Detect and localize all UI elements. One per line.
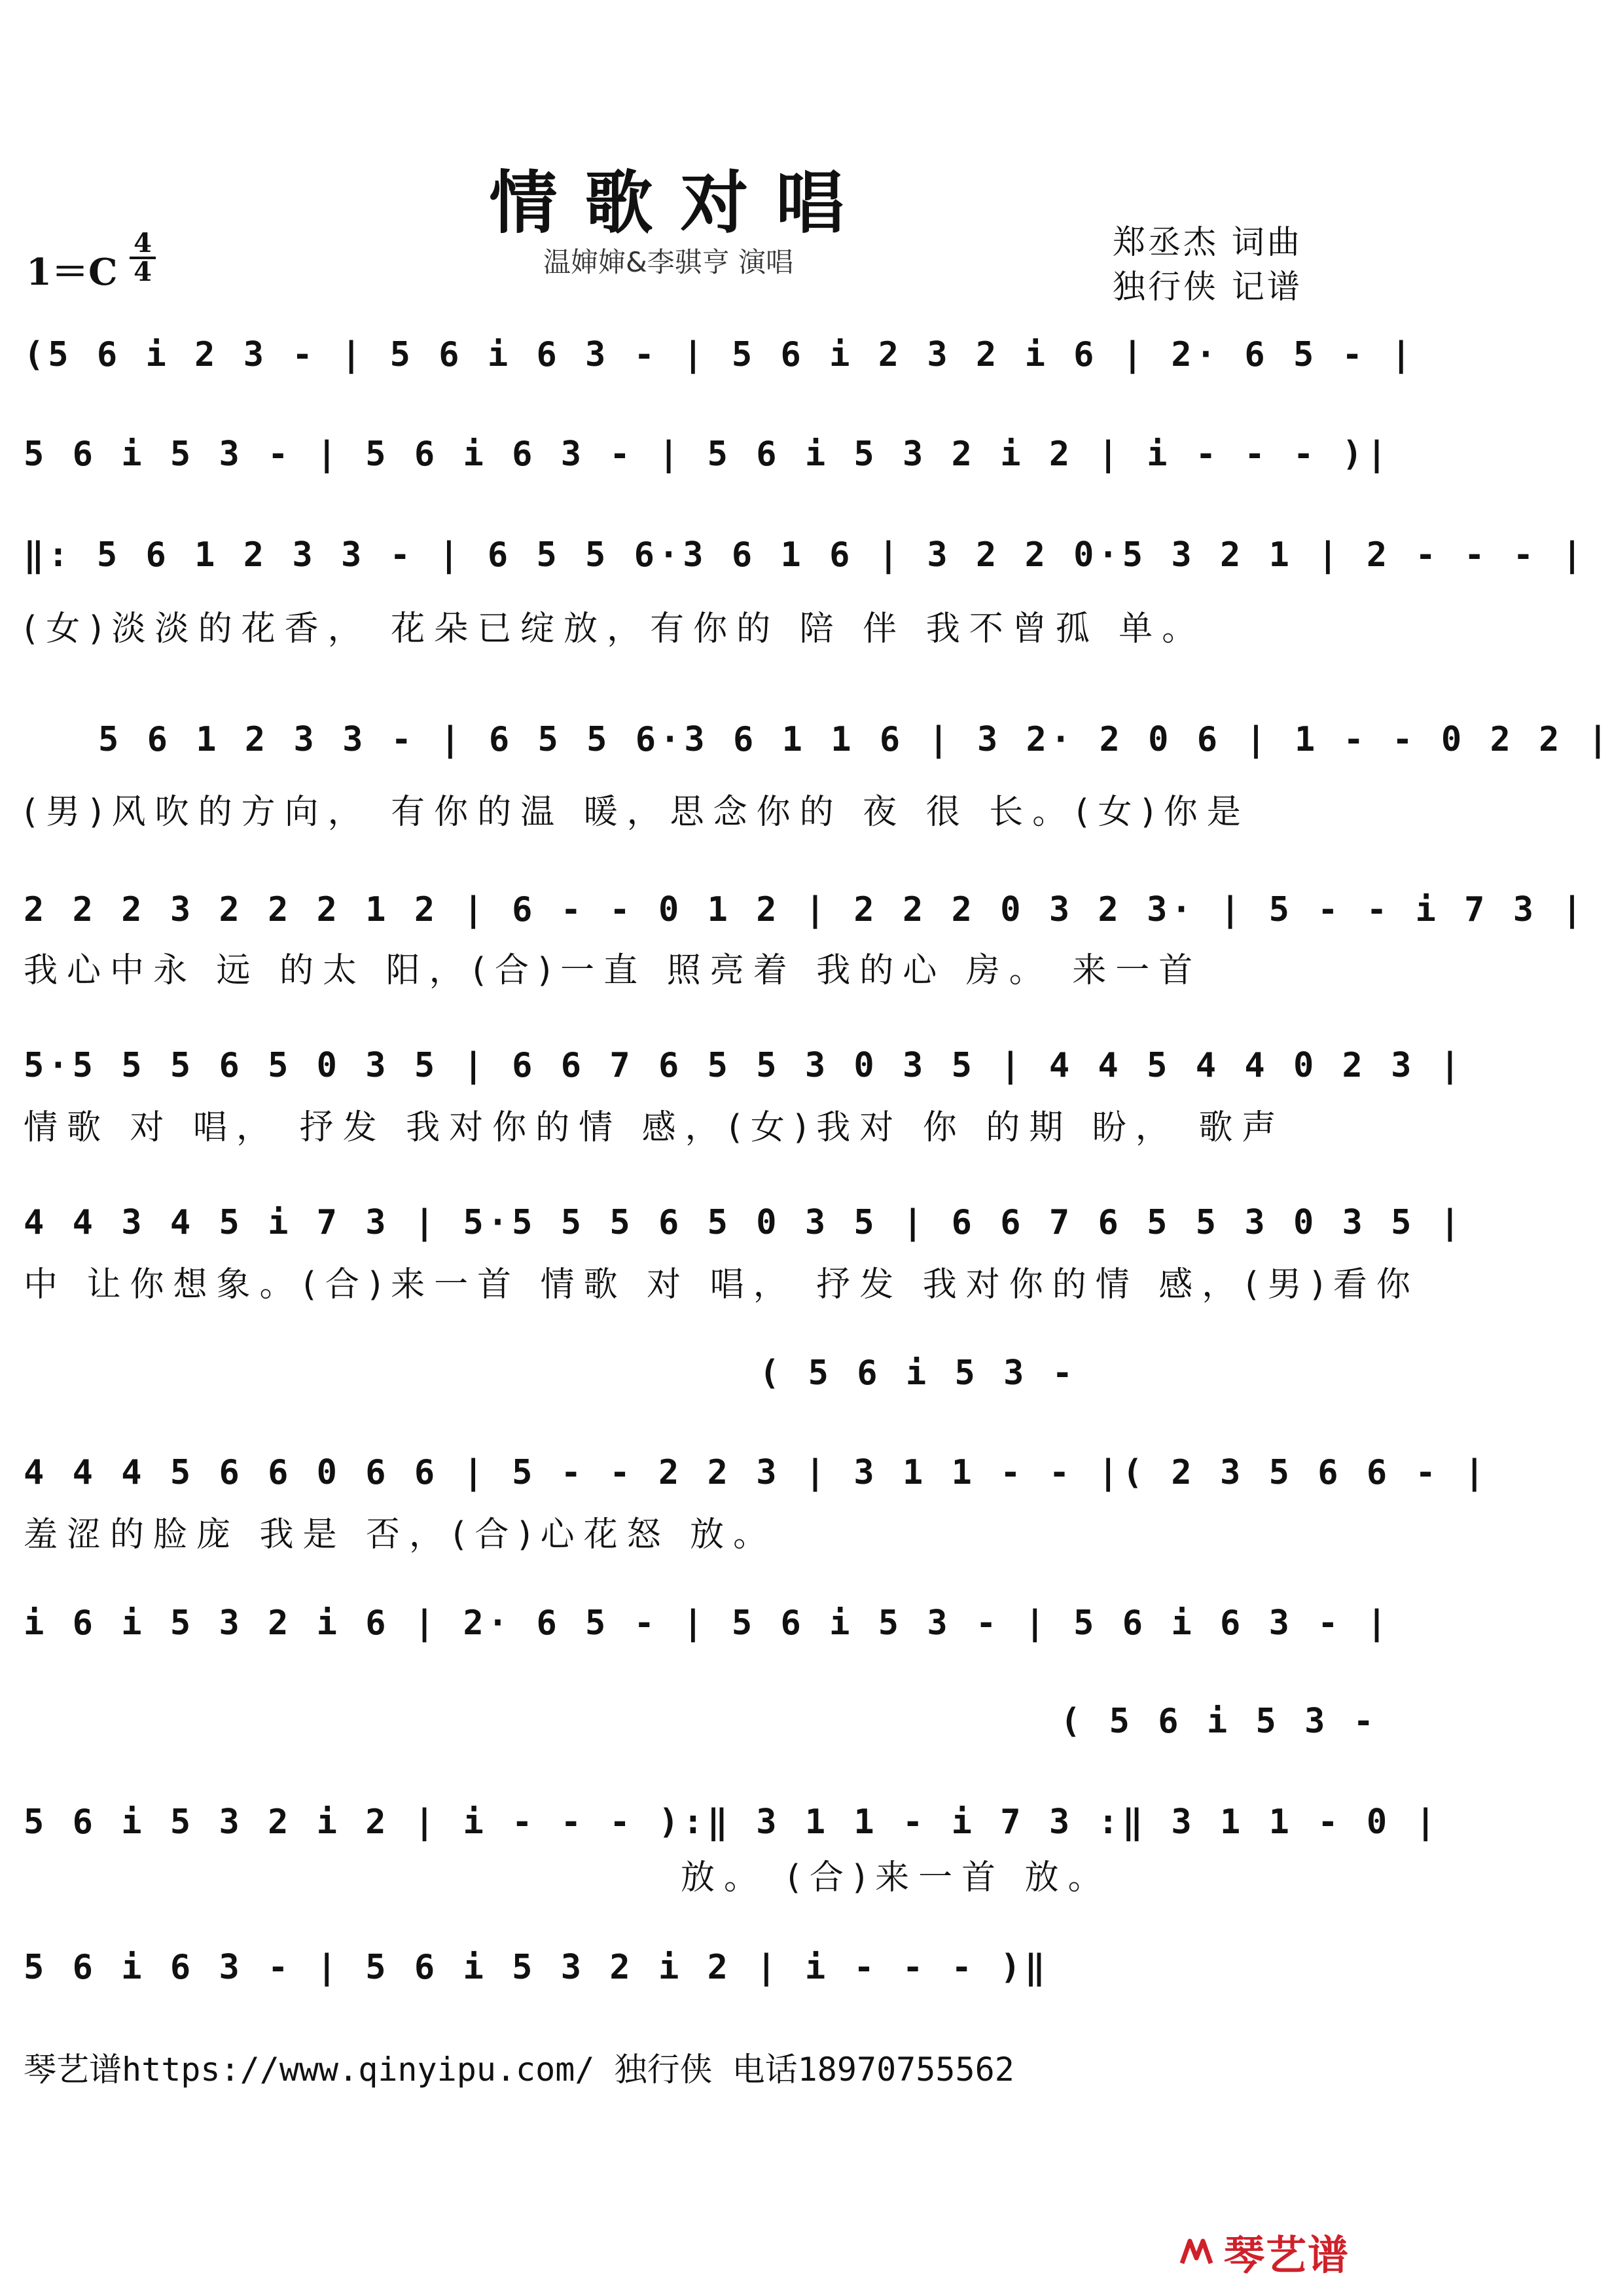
score-row-10-upper: ( 5 6 i 5 3 - — [1060, 1702, 1378, 1741]
meter-top: 4 — [134, 228, 152, 259]
composer-credit: 郑丞杰 词曲 — [1113, 223, 1302, 261]
source-footer: 琴艺谱https://www.qinyipu.com/ 独行侠 电话18970755562 — [24, 2051, 1014, 2089]
score-row-7: 4 4 3 4 5 i 7 3 | 5·5 5 5 6 5 0 3 5 | 6 6 7 6 5 5 3 0 3 5 | — [24, 1203, 1465, 1242]
song-title: 情歌对唱 — [489, 162, 872, 243]
score-row-11: 5 6 i 6 3 - | 5 6 i 5 3 2 i 2 | i - - - )‖ — [24, 1948, 1049, 1987]
lyric-row-8: 羞涩的脸庞 我是 否，(合)心花怒 放。 — [24, 1515, 777, 1554]
score-row-3: ‖: 5 6 1 2 3 3 - | 6 5 5 6·3 6 1 6 | 3 2 2 0·5 3 2 1 | 2 - - - | — [24, 535, 1586, 575]
score-row-1: (5 6 i 2 3 - | 5 6 i 6 3 - | 5 6 i 2 3 2 i 6 | 2· 6 5 - | — [24, 335, 1416, 374]
meter-bottom: 4 — [130, 257, 156, 285]
lyric-row-7: 中 让你想象。(合)来一首 情歌 对 唱， 抒发 我对你的情 感，(男)看你 — [24, 1265, 1420, 1304]
score-row-2: 5 6 i 5 3 - | 5 6 i 6 3 - | 5 6 i 5 3 2 i 2 | i - - - )| — [24, 435, 1391, 474]
time-signature — [130, 230, 156, 285]
lyric-row-5: 我心中永 远 的太 阳，(合)一直 照亮着 我的心 房。 来一首 — [24, 951, 1202, 990]
lyric-row-6: 情歌 对 唱， 抒发 我对你的情 感，(女)我对 你 的期 盼， 歌声 — [24, 1108, 1285, 1147]
performer-credit: 温婶婶&李骐亨 演唱 — [543, 246, 794, 278]
lyric-row-4: (男)风吹的方向， 有你的温 暖，思念你的 夜 很 长。(女)你是 — [24, 793, 1250, 832]
lyric-row-10: 放。 (合)来一首 放。 — [681, 1858, 1111, 1897]
score-row-4: 5 6 1 2 3 3 - | 6 5 5 6·3 6 1 1 6 | 3 2· 2 0 6 | 1 - - 0 2 2 | — [98, 720, 1612, 759]
score-row-6: 5·5 5 5 6 5 0 3 5 | 6 6 7 6 5 5 3 0 3 5 | 4 4 5 4 4 0 2 3 | — [24, 1046, 1465, 1085]
logo-text: 琴艺谱 — [1224, 2231, 1350, 2279]
transcriber-credit: 独行侠 记谱 — [1113, 268, 1302, 306]
score-row-5: 2 2 2 3 2 2 2 1 2 | 6 - - 0 1 2 | 2 2 2 0 3 2 3· | 5 - - i 7 3 | — [24, 890, 1586, 929]
score-row-8-upper: ( 5 6 i 5 3 - — [759, 1354, 1077, 1393]
score-row-9: i 6 i 5 3 2 i 6 | 2· 6 5 - | 5 6 i 5 3 - | 5 6 i 6 3 - | — [24, 1604, 1391, 1643]
qinyipu-logo — [1178, 2223, 1350, 2281]
score-row-8: 4 4 4 5 6 6 0 6 6 | 5 - - 2 2 3 | 3 1 1 - - |( 2 3 5 6 6 - | — [24, 1453, 1489, 1492]
score-row-10: 5 6 i 5 3 2 i 2 | i - - - ):‖ 3 1 1 - i 7 3 :‖ 3 1 1 - 0 | — [24, 1803, 1440, 1842]
logo-mark-icon — [1178, 2232, 1219, 2272]
lyric-row-3: (女)淡淡的花香， 花朵已绽放，有你的 陪 伴 我不曾孤 单。 — [24, 609, 1206, 649]
key-signature: 1＝C — [26, 251, 118, 294]
